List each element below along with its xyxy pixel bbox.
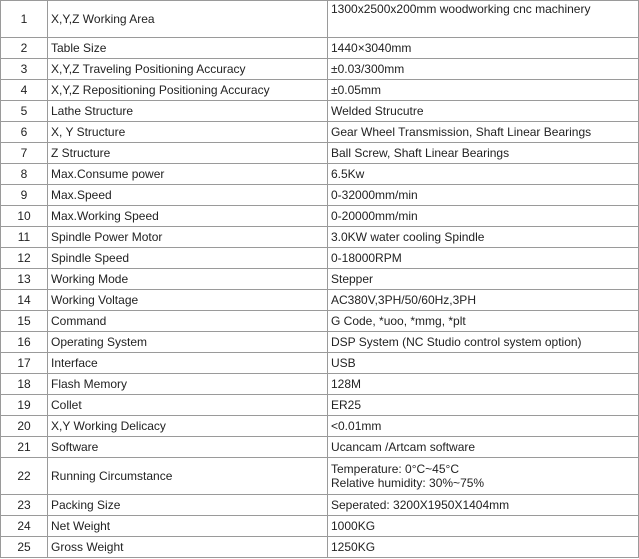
row-number-cell: 11 xyxy=(1,227,48,248)
value-line: USB xyxy=(331,356,356,370)
row-number-cell: 16 xyxy=(1,332,48,353)
item-name-cell: Flash Memory xyxy=(48,374,328,395)
table-row xyxy=(1,122,639,143)
item-name-cell: Max.Speed xyxy=(48,185,328,206)
table-row xyxy=(1,290,639,311)
item-value-cell xyxy=(328,516,639,537)
table-row xyxy=(1,374,639,395)
value-line: Ball Screw, Shaft Linear Bearings xyxy=(331,146,510,160)
value-line: 3.0KW water cooling Spindle xyxy=(331,230,485,244)
item-name-cell: Running Circumstance xyxy=(48,458,328,495)
item-name-cell: Gross Weight xyxy=(48,537,328,558)
item-value-cell xyxy=(328,311,639,332)
table-row xyxy=(1,59,639,80)
row-number-cell: 9 xyxy=(1,185,48,206)
table-row xyxy=(1,185,639,206)
item-name-cell: X, Y Structure xyxy=(48,122,328,143)
item-name-cell: Software xyxy=(48,437,328,458)
table-row xyxy=(1,395,639,416)
table-row xyxy=(1,1,639,38)
item-value-cell xyxy=(328,59,639,80)
item-name-cell: X,Y,Z Repositioning Positioning Accuracy xyxy=(48,80,328,101)
item-value-cell xyxy=(328,122,639,143)
row-number-cell: 13 xyxy=(1,269,48,290)
value-line: Welded Strucutre xyxy=(331,104,424,118)
row-number-cell: 15 xyxy=(1,311,48,332)
item-value-cell xyxy=(328,227,639,248)
row-number-cell: 23 xyxy=(1,495,48,516)
item-name-cell: Operating System xyxy=(48,332,328,353)
table-row xyxy=(1,164,639,185)
value-line: 1300x2500x200mm woodworking cnc machinery xyxy=(331,2,591,16)
table-row xyxy=(1,143,639,164)
row-number-cell: 1 xyxy=(1,1,48,38)
table-row xyxy=(1,101,639,122)
row-number-cell: 5 xyxy=(1,101,48,122)
item-value-cell xyxy=(328,353,639,374)
item-name-cell: Z Structure xyxy=(48,143,328,164)
table-row xyxy=(1,516,639,537)
item-name-cell: Max.Working Speed xyxy=(48,206,328,227)
item-value-cell xyxy=(328,395,639,416)
value-line: ±0.03/300mm xyxy=(331,62,405,76)
row-number-cell: 25 xyxy=(1,537,48,558)
table-row xyxy=(1,437,639,458)
value-line: 6.5Kw xyxy=(331,167,365,181)
item-name-cell: X,Y Working Delicacy xyxy=(48,416,328,437)
value-line: Relative humidity: 30%~75% xyxy=(331,476,485,490)
value-line: 128M xyxy=(331,377,362,391)
item-value-cell xyxy=(328,143,639,164)
row-number-cell: 6 xyxy=(1,122,48,143)
item-value-cell xyxy=(328,290,639,311)
value-line: DSP System (NC Studio control system option) xyxy=(331,335,582,349)
value-line: 0-18000RPM xyxy=(331,251,402,265)
value-line: 1000KG xyxy=(331,519,376,533)
row-number-cell: 19 xyxy=(1,395,48,416)
item-value-cell xyxy=(328,332,639,353)
item-value-cell xyxy=(328,1,639,38)
value-line: Temperature: 0°C~45°C xyxy=(331,462,459,476)
value-line: 1250KG xyxy=(331,540,376,554)
item-name-cell: Collet xyxy=(48,395,328,416)
item-name-cell: Working Mode xyxy=(48,269,328,290)
row-number-cell: 3 xyxy=(1,59,48,80)
row-number-cell: 21 xyxy=(1,437,48,458)
table-row xyxy=(1,80,639,101)
item-value-cell xyxy=(328,537,639,558)
item-value-cell xyxy=(328,248,639,269)
table-row xyxy=(1,269,639,290)
table-row xyxy=(1,248,639,269)
item-name-cell: X,Y,Z Working Area xyxy=(48,1,328,38)
value-line: G Code, *uoo, *mmg, *plt xyxy=(331,314,466,328)
table-row xyxy=(1,537,639,558)
value-line: 0-32000mm/min xyxy=(331,188,418,202)
value-line: ER25 xyxy=(331,398,362,412)
value-line: <0.01mm xyxy=(331,419,382,433)
table-row xyxy=(1,38,639,59)
item-value-cell xyxy=(328,437,639,458)
item-value-cell xyxy=(328,374,639,395)
value-line: Ucancam /Artcam software xyxy=(331,440,476,454)
spec-table-body xyxy=(1,1,639,558)
item-name-cell: Spindle Power Motor xyxy=(48,227,328,248)
table-row xyxy=(1,227,639,248)
row-number-cell: 14 xyxy=(1,290,48,311)
item-value-cell xyxy=(328,495,639,516)
value-line: Seperated: 3200X1950X1404mm xyxy=(331,498,510,512)
item-name-cell: Spindle Speed xyxy=(48,248,328,269)
item-value-cell xyxy=(328,164,639,185)
item-name-cell: Packing Size xyxy=(48,495,328,516)
table-row xyxy=(1,495,639,516)
value-line: Stepper xyxy=(331,272,374,286)
item-name-cell: Command xyxy=(48,311,328,332)
value-line: 1440×3040mm xyxy=(331,41,412,55)
row-number-cell: 2 xyxy=(1,38,48,59)
table-row xyxy=(1,332,639,353)
row-number-cell: 22 xyxy=(1,458,48,495)
item-value-cell xyxy=(328,101,639,122)
value-line: AC380V,3PH/50/60Hz,3PH xyxy=(331,293,476,307)
item-name-cell: Lathe Structure xyxy=(48,101,328,122)
item-value-cell xyxy=(328,185,639,206)
item-value-cell xyxy=(328,206,639,227)
item-name-cell: Interface xyxy=(48,353,328,374)
table-row xyxy=(1,353,639,374)
row-number-cell: 8 xyxy=(1,164,48,185)
item-name-cell: Max.Consume power xyxy=(48,164,328,185)
table-row xyxy=(1,458,639,495)
item-name-cell: Working Voltage xyxy=(48,290,328,311)
item-value-cell xyxy=(328,458,639,495)
table-row xyxy=(1,206,639,227)
row-number-cell: 12 xyxy=(1,248,48,269)
item-value-cell xyxy=(328,38,639,59)
item-name-cell: X,Y,Z Traveling Positioning Accuracy xyxy=(48,59,328,80)
table-row xyxy=(1,416,639,437)
item-value-cell xyxy=(328,416,639,437)
value-line: Gear Wheel Transmission, Shaft Linear Bearings xyxy=(331,125,592,139)
row-number-cell: 10 xyxy=(1,206,48,227)
table-row xyxy=(1,311,639,332)
row-number-cell: 24 xyxy=(1,516,48,537)
value-line: 0-20000mm/min xyxy=(331,209,418,223)
item-value-cell xyxy=(328,80,639,101)
row-number-cell: 17 xyxy=(1,353,48,374)
value-line: ±0.05mm xyxy=(331,83,381,97)
item-name-cell: Table Size xyxy=(48,38,328,59)
row-number-cell: 20 xyxy=(1,416,48,437)
item-value-cell xyxy=(328,269,639,290)
row-number-cell: 4 xyxy=(1,80,48,101)
row-number-cell: 7 xyxy=(1,143,48,164)
row-number-cell: 18 xyxy=(1,374,48,395)
item-name-cell: Net Weight xyxy=(48,516,328,537)
